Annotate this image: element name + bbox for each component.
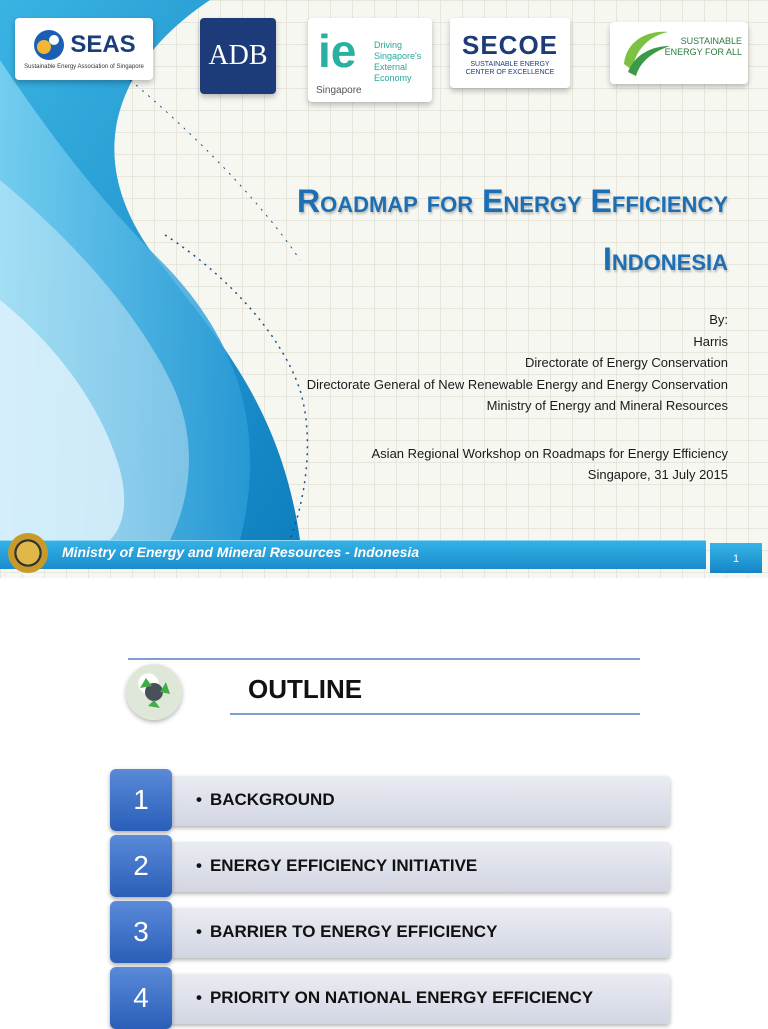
outline-item-text: ENERGY EFFICIENCY INITIATIVE <box>209 856 478 875</box>
bullet: • <box>196 856 202 875</box>
seas-logo-subtitle: Sustainable Energy Association of Singapore <box>24 64 144 70</box>
se4all-line-2: ENERGY FOR ALL <box>664 47 742 57</box>
se4all-line-1: SUSTAINABLE <box>680 36 742 46</box>
slide-title <box>297 172 728 288</box>
outline-item-number: 2 <box>110 835 172 897</box>
ie-singapore-logo <box>308 18 432 102</box>
outline-item-number: 1 <box>110 769 172 831</box>
outline-item-1 <box>110 769 672 829</box>
secoe-logo <box>450 18 570 88</box>
byline <box>307 309 728 486</box>
footer-text: Ministry of Energy and Mineral Resources - Indonesia <box>62 544 420 560</box>
se4all-logo <box>610 22 748 84</box>
outline-item-label <box>196 856 477 876</box>
adb-logo <box>200 18 276 94</box>
outline-item-number: 4 <box>110 967 172 1029</box>
byline-directorate: Directorate of Energy Conservation <box>524 355 728 370</box>
outline-item-2 <box>110 835 672 895</box>
top-rule <box>128 658 640 660</box>
outline-item-text: BACKGROUND <box>209 790 335 809</box>
byline-place-date: Singapore, 31 July 2015 <box>587 467 728 482</box>
bottom-rule <box>230 713 640 715</box>
byline-directorate-general: Directorate General of New Renewable Energy and Energy Conservation <box>306 376 728 392</box>
secoe-subtitle-1: SUSTAINABLE ENERGY <box>470 60 550 68</box>
bullet: • <box>196 922 202 941</box>
outline-item-text: PRIORITY ON NATIONAL ENERGY EFFICIENCY <box>209 988 594 1007</box>
bullet: • <box>196 790 202 809</box>
ie-tagline: Driving Singapore's External Economy <box>374 40 422 83</box>
title-line-1: Roadmap for Energy Efficiency <box>296 183 728 219</box>
byline-by: By: <box>709 312 728 327</box>
outline-item-3 <box>110 901 672 961</box>
ministry-emblem-icon <box>8 533 48 573</box>
seas-emblem-icon <box>32 28 66 62</box>
adb-logo-text: ADB <box>208 40 268 71</box>
page-number-box <box>710 543 762 573</box>
outline-item-label <box>196 790 335 810</box>
bullet: • <box>196 988 202 1007</box>
outline-item-text: BARRIER TO ENERGY EFFICIENCY <box>209 922 498 941</box>
title-line-2: Indonesia <box>602 241 728 277</box>
byline-event: Asian Regional Workshop on Roadmaps for Energy Efficiency <box>371 445 728 461</box>
recycle-arrows-icon <box>126 664 182 720</box>
outline-item-label <box>196 988 593 1008</box>
outline-item-label <box>196 922 497 942</box>
secoe-subtitle-2: CENTER OF EXCELLENCE <box>465 68 555 76</box>
outline-title: OUTLINE <box>248 674 363 704</box>
recycle-globe-icon <box>126 664 182 720</box>
seas-logo-text: SEAS <box>70 31 136 58</box>
ie-location: Singapore <box>316 85 362 96</box>
outline-item-4 <box>110 967 672 1027</box>
page-number: 1 <box>732 553 740 565</box>
byline-author: Harris <box>693 333 728 349</box>
ie-mark <box>312 22 368 98</box>
ie-letters: ie <box>318 25 357 77</box>
outline-item-number: 3 <box>110 901 172 963</box>
outline-slide <box>0 578 768 1024</box>
seas-logo <box>15 18 153 80</box>
byline-ministry: Ministry of Energy and Mineral Resources <box>486 398 728 413</box>
secoe-logo-text: SECOE <box>461 29 559 60</box>
